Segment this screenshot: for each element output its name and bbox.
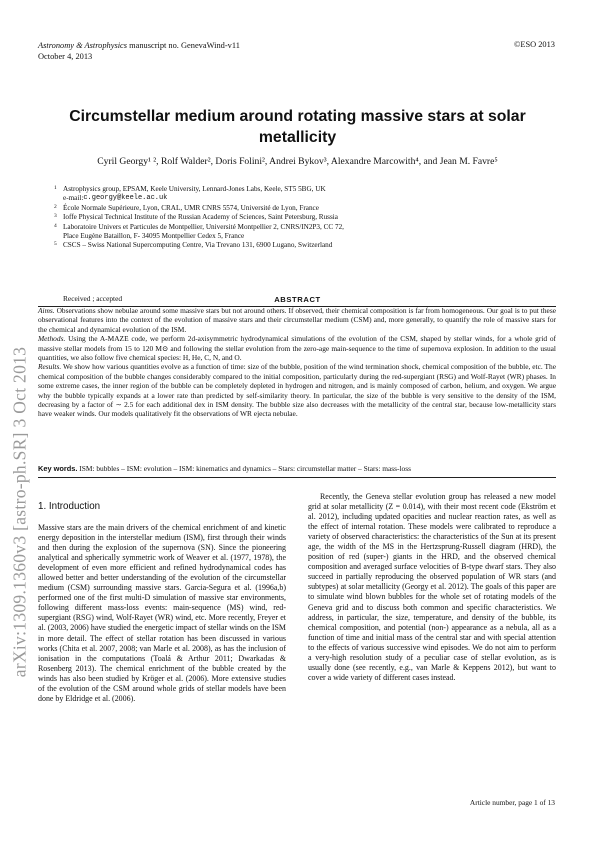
journal-name: Astronomy & Astrophysics <box>38 41 128 50</box>
abstract-results: Results. We show how various quantities evolve as a function of time: size of the bubble, position of the wind termination shock, chemical composition of the bubble, etc. The chemical composition of the bubble changes considerably compared to the initial composition, particularly during the red-supergiant (RSG) and Wolf-Rayet (WR) phases. In some extreme cases, the inner region of the bubble can be completely depleted in hydrogen and nitrogen, and is mainly composed of carbon, helium, and oxygen. We argue why the bubble typically expands at a lower rate than predicted by self-similarity theory. In particular, the size of the bubble is very sensitive to the density of the ISM, decreasing by a factor of ∼ 2.5 for each additional dex in ISM density. The bubble size also decreases with the metallicity of the central star, because low-metallicity stars have weaker winds. Our models qualitatively fit the observations of WR ejecta nebulae. <box>38 362 556 419</box>
abstract-aims: Aims. Observations show nebulae around some massive stars but not around others. If observed, their chemical composition is far from homogeneous. Our goal is to put these observational features into the context of the evolution of massive stars and their circumstellar medium (CSM) and, more generally, to quantify the role of massive stars for the chemical and dynamical evolution of the ISM. <box>38 306 556 334</box>
abstract-heading: ABSTRACT <box>274 295 321 304</box>
abstract-body <box>38 306 556 419</box>
affiliation-4: 4 Laboratoire Univers et Particules de Montpellier, Université Montpellier 2, CNRS/IN2P3, CC 72, <box>54 222 344 231</box>
intro-column-right: Recently, the Geneva stellar evolution group has released a new model grid at solar metallicity (Z = 0.014), with their most recent code (Ekström et al. 2012), including updated opacities and nuclear reaction rates, as well as the effect of internal rotation. These models were calibrated to reproduce a variety of observed characteristics: the characteristics of the Sun at its present age, the width of the MS in the Hertzsprung-Russell diagram (HRD), the position of red (super-) giants in the HRD, and the observed chemical composition and averaged surface velocities of B-type dwarf stars. They also succeed in partially reproducing the observed population of WR stars (and subtypes) at solar metallicity (Georgy et al. 2012). The goals of this paper are to simulate wind blown bubbles for the whole set of rotating models of the Geneva grid and to discuss both common and specific characteristics. We address, in particular, the size, temperature, and density of the bubble, its chemical composition, and potential (non-) appearance as a nebula, all as a function of time and initial mass of the central star and with special attention to the effects of various successive wind episodes. We do not aim to perform a very-high resolution study of a peculiar case of stellar evolution, as is usually done (see recently, e.g., van Marle & Keppens 2012), but want to cover a wide variety of different cases instead. <box>308 492 556 682</box>
affiliation-email: e-mail: c.georgy@keele.ac.uk <box>63 194 168 203</box>
arxiv-stamp-text: arXiv:1309.1360v3 [astro-ph.SR] 3 Oct 2013 <box>9 346 30 678</box>
manuscript-id: manuscript no. GenevaWind-v11 <box>129 41 240 50</box>
keywords-bottom-rule <box>38 477 556 478</box>
copyright: ©ESO 2013 <box>513 40 555 49</box>
affiliation-4-cont: Place Eugène Bataillon, F- 34095 Montpellier Cedex 5, France <box>63 232 245 241</box>
received-line: Received ; accepted <box>63 294 123 303</box>
author-list: Cyril Georgy¹ ², Rolf Walder², Doris Folini², Andrei Bykov³, Alexandre Marcowith⁴, and Jean M. Favre⁵ <box>97 156 498 167</box>
keywords: Key words. ISM: bubbles – ISM: evolution – ISM: kinematics and dynamics – Stars: circumstellar matter – Stars: mass-loss <box>38 464 412 473</box>
running-header <box>38 40 240 62</box>
section-heading-introduction: 1. Introduction <box>38 501 101 512</box>
page-footer: Article number, page 1 of 13 <box>469 798 555 807</box>
intro-column-left: Massive stars are the main drivers of the chemical enrichment of and kinetic energy deposition in the interstellar medium (ISM), first through their winds and then during the explosion of the supernova (SN). Since the pioneering analytical and spherically symmetric work of Weaver et al. (1977, 1978), the development of even more efficient and refined hydrodynamical codes has allowed better and better understanding of the evolution of the circumstellar medium (CSM) surrounding massive stars. Garcia-Segura et al. (1996a,b) performed one of the first multi-D simulation of massive star environments, following different mass-loss events: main-sequence (MS) wind, red-supergiant (RSG) wind, Wolf-Rayet (WR) wind, etc. More recently, Freyer et al. (2003, 2006) have studied the energetic impact of stellar winds on the ISM in more detail. The effect of stellar rotation has been discussed in various works (Chita et al. 2007, 2008; van Marle et al. 2008), as has the inclusion of ionisation in the computations (Toalá & Arthur 2011; Dwarkadas & Rosenberg 2013). The chemical enrichment of the bubble created by the winds has also been studied by Kröger et al. (2006). More extensive studies of the evolution of the CSM around whole grids of stellar models have been done by Eldridge et al. (2006). <box>38 523 286 703</box>
arxiv-stamp <box>4 252 36 772</box>
abstract-methods: Methods. Using the A-MAZE code, we perform 2d-axisymmetric hydrodynamical simulations of the evolution of the CSM, shaped by stellar winds, for a whole grid of massive stellar models from 15 to 120 M⊙ and following the stellar evolution from the zero-age main-sequence to the time of supernova explosion. In addition to the usual quantities, we also follow five chemical species: H, He, C, N, and O. <box>38 334 556 363</box>
affiliations <box>54 185 554 251</box>
paper-title: Circumstellar medium around rotating massive stars at solar metallicity <box>69 108 526 146</box>
affiliation-1: 1 Astrophysics group, EPSAM, Keele University, Lennard-Jones Labs, Keele, ST5 5BG, UK <box>54 185 326 193</box>
header-date: October 4, 2013 <box>38 52 93 61</box>
affiliation-2: 2 École Normale Supérieure, Lyon, CRAL, UMR CNRS 5574, Université de Lyon, France <box>54 203 319 212</box>
email-link[interactable]: c.georgy@keele.ac.uk <box>83 194 168 203</box>
affiliation-5: 5 CSCS – Swiss National Supercomputing Centre, Via Trevano 131, 6900 Lugano, Switzerland <box>54 241 333 250</box>
affiliation-3: 3 Ioffe Physical Technical Institute of the Russian Academy of Sciences, Saint Petersburg, Russia <box>54 213 338 222</box>
